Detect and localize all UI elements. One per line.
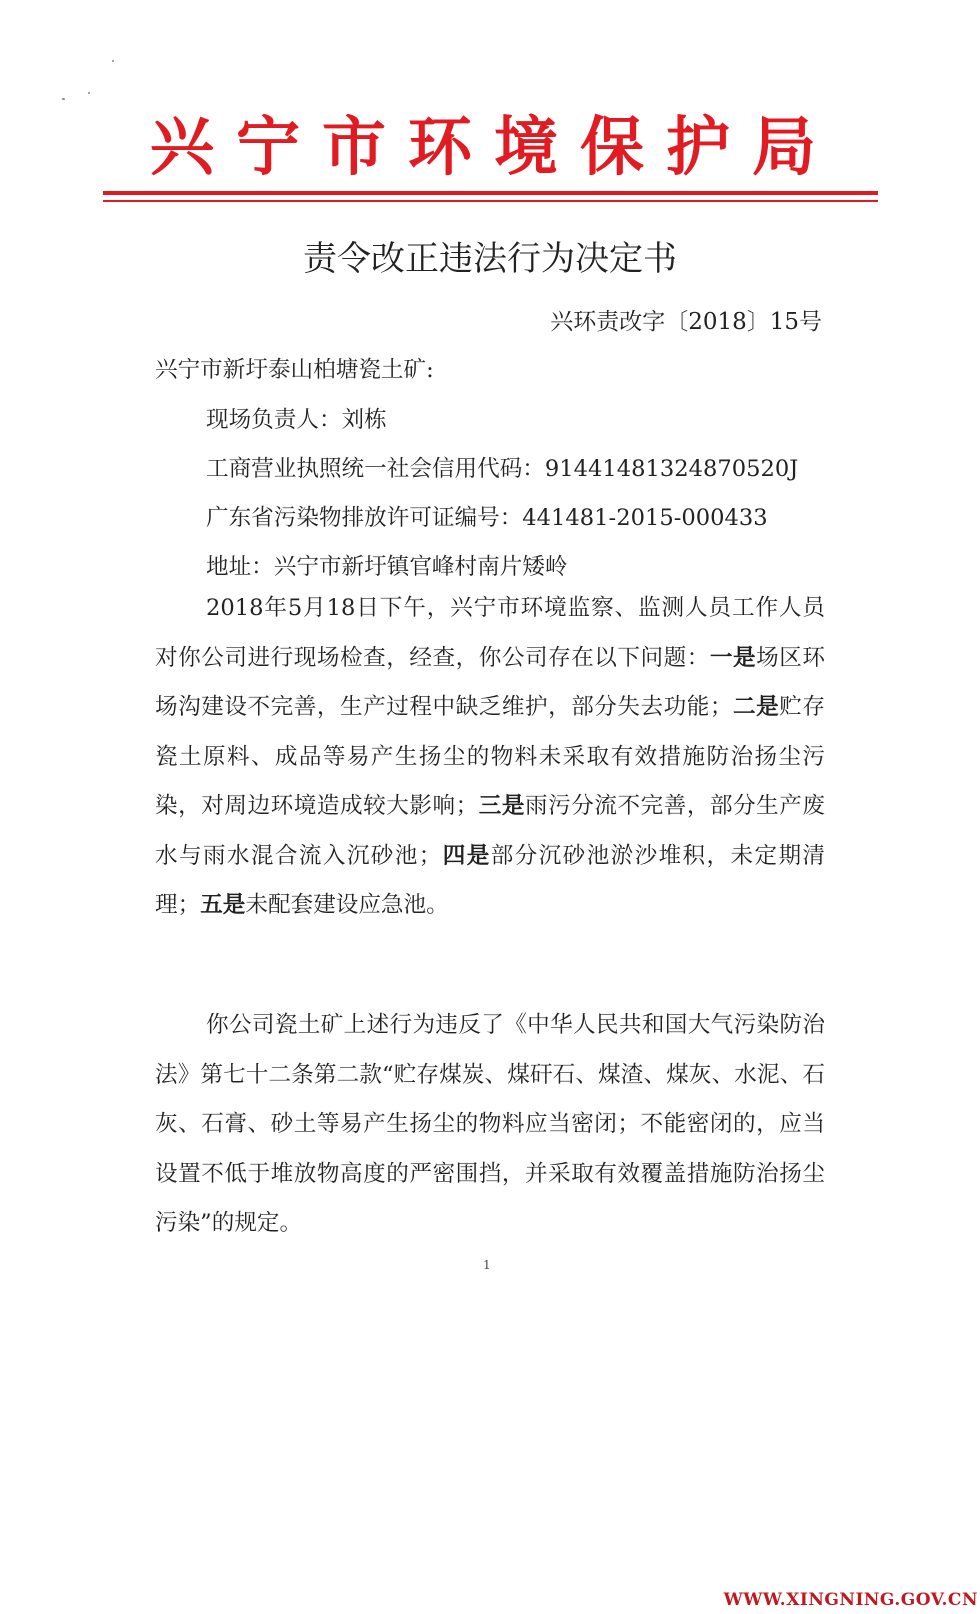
letterhead-rule-thin — [103, 200, 878, 202]
addressee: 兴宁市新圩泰山柏塘瓷土矿: — [155, 357, 434, 383]
site-manager: 现场负责人：刘栋 — [206, 407, 387, 433]
violation-paragraph: 你公司瓷土矿上述行为违反了《中华人民共和国大气污染防治法》第七十二条第二款“贮存煤炭、煤矸石、煤渣、煤灰、水泥、石灰、石膏、砂土等易产生扬尘的物料应当密闭；不能密闭的，应当设置不低于堆放物高度的严密围挡，并采取有效覆盖措施防治扬尘污染”的规定。 — [155, 1012, 825, 1236]
finding-text: 雨污分流不完善，部分生产废水与雨水混合流入沉砂池； — [155, 793, 826, 869]
finding-text: 未配套建设应急池。 — [245, 892, 449, 918]
document-number: 兴环责改字〔2018〕15号 — [550, 309, 822, 335]
finding-marker: 二是 — [732, 694, 780, 720]
scan-speck — [88, 92, 90, 94]
scan-speck — [112, 60, 114, 62]
finding-text: 贮存瓷土原料、成品等易产生扬尘的物料未采取有效措施防治扬尘污染，对周边环境造成较大影响； — [155, 694, 826, 819]
findings-intro: 2018年5月18日下午，兴宁市环境监察、监测人员工作人员对你公司进行现场检查，经查，你公司存在以下问题： — [155, 595, 825, 671]
finding-marker: 五是 — [200, 892, 246, 918]
finding-marker: 四是 — [441, 842, 491, 869]
document-title: 责令改正违法行为决定书 — [303, 239, 677, 279]
scan-speck — [62, 98, 65, 100]
letterhead-rule-thick — [103, 191, 878, 195]
credit-code: 工商营业执照统一社会信用代码：91441481324870520J — [206, 456, 799, 482]
finding-text: 场区环场沟建设不完善，生产过程中缺乏维护，部分失去功能； — [155, 644, 826, 720]
finding-text: 部分沉砂池淤沙堆积，未定期清理； — [155, 842, 826, 918]
finding-marker: 三是 — [478, 793, 525, 819]
letterhead-agency-name: 兴宁市环境保护局 — [150, 110, 838, 185]
address: 地址：兴宁市新圩镇官峰村南片矮岭 — [206, 554, 568, 580]
page-number: 1 — [483, 1258, 491, 1272]
site-watermark: WWW.XINGNING.GOV.CN — [723, 1590, 978, 1610]
finding-marker: 一是 — [709, 644, 757, 671]
discharge-permit: 广东省污染物排放许可证编号：441481-2015-000433 — [206, 505, 768, 531]
findings-paragraph — [155, 584, 825, 931]
